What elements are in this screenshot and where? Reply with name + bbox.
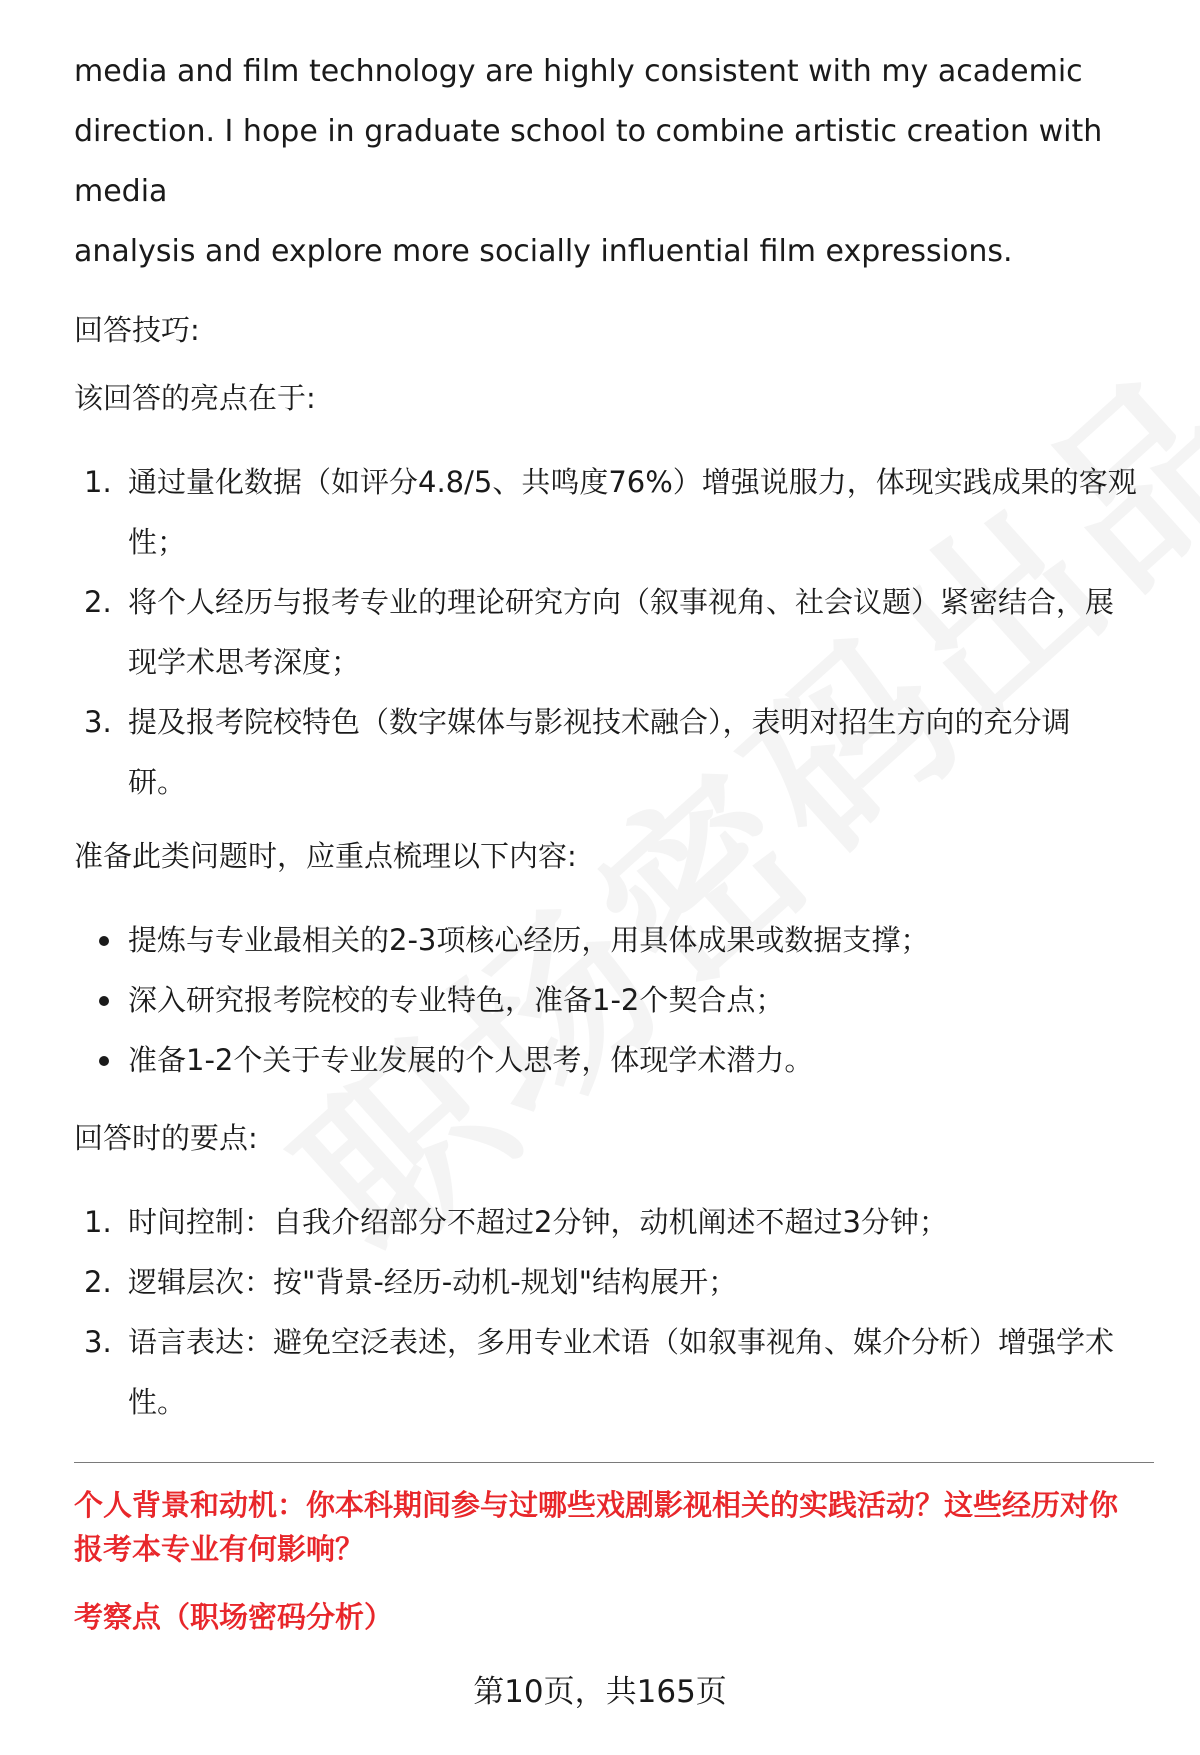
list-number: 2. xyxy=(84,585,112,619)
list-item xyxy=(74,1192,1154,1252)
document-page xyxy=(74,50,1154,1639)
list-number: 2. xyxy=(84,1265,112,1299)
bullet-dot-icon xyxy=(99,1056,109,1066)
bullet-text: 准备1-2个关于专业发展的个人思考，体现学术潜力。 xyxy=(128,1043,814,1077)
intro-line: direction. I hope in graduate school to combine artistic creation with media xyxy=(74,114,1103,209)
bullet-item xyxy=(74,970,1154,1030)
list-number: 1. xyxy=(84,465,112,499)
list-line: 时间控制：自我介绍部分不超过2分钟，动机阐述不超过3分钟； xyxy=(128,1205,948,1239)
highlights-list xyxy=(74,452,1154,812)
list-line: 将个人经历与报考专业的理论研究方向（叙事视角、社会议题）紧密结合，展 xyxy=(128,585,1115,619)
bullet-dot-icon xyxy=(99,996,109,1006)
list-line: 性； xyxy=(128,525,187,559)
list-number: 3. xyxy=(84,1325,112,1359)
intro-line: media and film technology are highly consistent with my academic xyxy=(74,54,1083,89)
prepare-label: 准备此类问题时，应重点梳理以下内容: xyxy=(74,839,577,873)
section-divider xyxy=(74,1462,1154,1463)
bullet-dot-icon xyxy=(99,936,109,946)
question-line: 报考本专业有何影响？ xyxy=(74,1532,365,1566)
question-line: 个人背景和动机：你本科期间参与过哪些戏剧影视相关的实践活动？这些经历对你 xyxy=(74,1488,1119,1522)
list-number: 3. xyxy=(84,705,112,739)
list-line: 通过量化数据（如评分4.8/5、共鸣度76%）增强说服力，体现实践成果的客观 xyxy=(128,465,1137,499)
list-item xyxy=(74,572,1154,692)
bullet-item xyxy=(74,910,1154,970)
list-line: 提及报考院校特色（数字媒体与影视技术融合），表明对招生方向的充分调 xyxy=(128,705,1071,739)
intro-paragraph xyxy=(74,42,1154,282)
list-item xyxy=(74,1312,1154,1432)
list-line: 性。 xyxy=(128,1385,187,1419)
list-item xyxy=(74,1252,1154,1312)
list-number: 1. xyxy=(84,1205,112,1239)
bullet-text: 深入研究报考院校的专业特色，准备1-2个契合点； xyxy=(128,983,785,1017)
list-line: 现学术思考深度； xyxy=(128,645,361,679)
list-line: 研。 xyxy=(128,765,187,799)
analysis-heading: 考察点（职场密码分析） xyxy=(74,1600,394,1634)
list-item xyxy=(74,692,1154,812)
intro-line: analysis and explore more socially influential film expressions. xyxy=(74,234,1013,269)
page-footer: 第10页，共165页 xyxy=(473,1674,727,1710)
question-heading xyxy=(74,1483,1154,1571)
tips-label: 回答技巧: xyxy=(74,313,200,347)
bullet-text: 提炼与专业最相关的2-3项核心经历，用具体成果或数据支撑； xyxy=(128,923,930,957)
highlights-label: 该回答的亮点在于: xyxy=(74,381,316,415)
points-list xyxy=(74,1192,1154,1432)
list-line: 逻辑层次：按"背景-经历-动机-规划"结构展开； xyxy=(128,1265,738,1299)
list-item xyxy=(74,452,1154,572)
points-label: 回答时的要点: xyxy=(74,1121,258,1155)
bullet-item xyxy=(74,1030,1154,1090)
list-line: 语言表达：避免空泛表述，多用专业术语（如叙事视角、媒介分析）增强学术 xyxy=(128,1325,1115,1359)
prepare-list xyxy=(74,910,1154,1090)
